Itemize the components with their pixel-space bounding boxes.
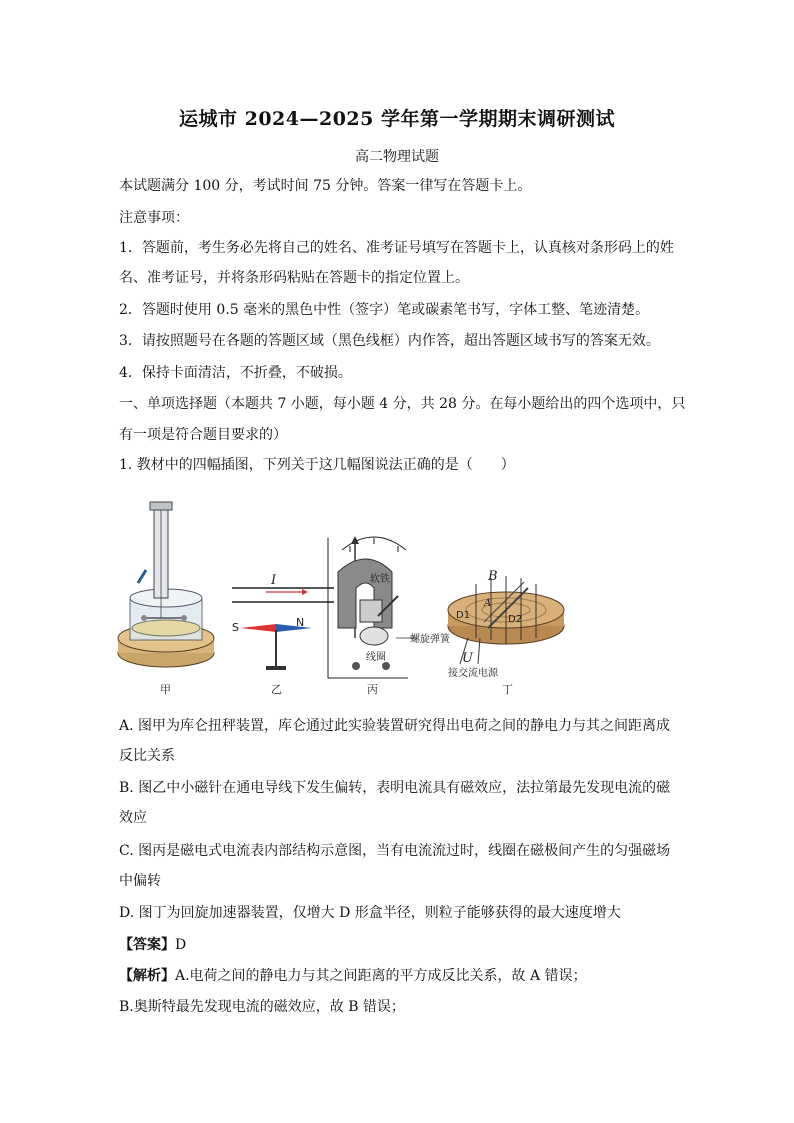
label-north: N bbox=[296, 616, 305, 629]
label-current-i: I bbox=[271, 573, 277, 588]
notice-item: 2．答题时使用 0.5 毫米的黑色中性（签字）笔或碳素笔书写，字体工整、笔迹清楚。 bbox=[119, 302, 650, 318]
analysis-line bbox=[119, 966, 679, 986]
notice-item: 1．答题前，考生务必先将自己的姓名、准考证号填写在答题卡上，认真核对条形码上的姓 bbox=[119, 240, 674, 256]
option-b-cont: 效应 bbox=[119, 810, 147, 826]
notice-item: 3．请按照题号在各题的答题区域（黑色线框）内作答，超出答题区域书写的答案无效。 bbox=[119, 333, 660, 349]
intro-text: 本试题满分 100 分，考试时间 75 分钟。答案一律写在答题卡上。 bbox=[119, 178, 532, 194]
label-d1: D1 bbox=[456, 610, 471, 621]
analysis-label: 【解析】 bbox=[119, 968, 175, 984]
label-soft-iron: 软铁 bbox=[370, 574, 390, 585]
answer-label: 【答案】 bbox=[119, 937, 175, 953]
question-1-stem: 1. 教材中的四幅插图，下列关于这几幅图说法正确的是（ ） bbox=[119, 457, 515, 473]
section-heading: 有一项是符合题目要求的） bbox=[119, 427, 287, 443]
label-south: S bbox=[232, 621, 239, 634]
notice-heading: 注意事项： bbox=[119, 210, 189, 226]
section-heading: 一、单项选择题（本题共 7 小题，每小题 4 分，共 28 分。在每小题给出的四个选项中，只 bbox=[119, 396, 686, 412]
label-d2: D2 bbox=[508, 614, 523, 625]
answer-line bbox=[119, 935, 679, 955]
label-ac-source: 接交流电源 bbox=[448, 668, 498, 679]
question-1-figure bbox=[116, 488, 676, 698]
option-d: D. 图丁为回旋加速器装置，仅增大 D 形盒半径，则粒子能够获得的最大速度增大 bbox=[119, 905, 621, 921]
analysis-text: B.奥斯特最先发现电流的磁效应，故 B 错误； bbox=[119, 999, 405, 1015]
notice-item: 名、准考证号，并将条形码粘贴在答题卡的指定位置上。 bbox=[119, 270, 469, 286]
option-c-cont: 中偏转 bbox=[119, 873, 161, 889]
label-coil: 线圈 bbox=[366, 652, 386, 663]
label-a: A bbox=[484, 598, 492, 609]
label-u: U bbox=[462, 651, 473, 666]
figure-caption-yi: 乙 bbox=[271, 683, 282, 696]
option-a-cont: 反比关系 bbox=[119, 748, 175, 764]
exam-subtitle: 高二物理试题 bbox=[355, 149, 439, 165]
label-field-b: B bbox=[488, 569, 498, 584]
option-a: A. 图甲为库仑扭秤装置，库仑通过此实验装置研究得出电荷之间的静电力与其之间距离成 bbox=[119, 718, 671, 734]
label-spiral-spring: 螺旋弹簧 bbox=[410, 634, 450, 645]
option-c: C. 图丙是磁电式电流表内部结构示意图，当有电流流过时，线圈在磁极间产生的匀强磁场 bbox=[119, 843, 671, 859]
analysis-text: A.电荷之间的静电力与其之间距离的平方成反比关系，故 A 错误； bbox=[175, 968, 587, 984]
torsion-balance-illustration bbox=[118, 502, 214, 667]
figure-caption-ding: 丁 bbox=[502, 683, 513, 696]
compass-illustration bbox=[232, 588, 334, 670]
figure-caption-bing: 丙 bbox=[367, 683, 378, 696]
exam-title: 运城市 2024—2025 学年第一学期期末调研测试 bbox=[179, 108, 615, 130]
option-b: B. 图乙中小磁针在通电导线下发生偏转，表明电流具有磁效应，法拉第最先发现电流的磁 bbox=[119, 780, 671, 796]
figure-caption-jia: 甲 bbox=[160, 683, 171, 696]
notice-item: 4．保持卡面清洁，不折叠，不破损。 bbox=[119, 365, 352, 381]
answer-value: D bbox=[175, 937, 187, 953]
